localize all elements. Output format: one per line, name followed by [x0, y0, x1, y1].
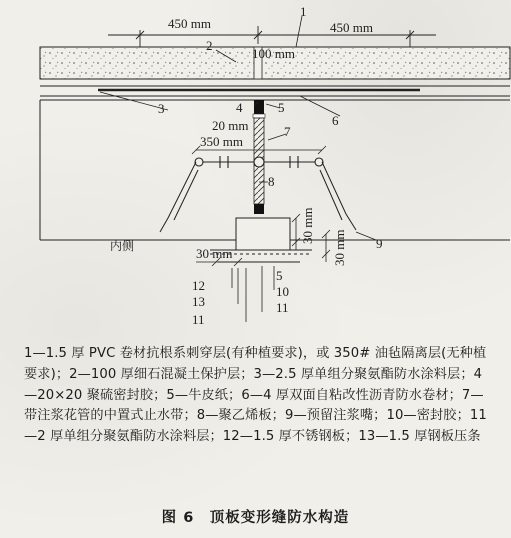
figure-title: 图 6 顶板变形缝防水构造 [161, 510, 350, 526]
dim-30-vertical-2: 30 mm [332, 229, 347, 266]
polysulfide-sealant [254, 100, 264, 114]
callout-3: 3 [158, 101, 165, 116]
callout-6: 6 [332, 113, 339, 128]
callout-1: 1 [300, 4, 307, 19]
joint-bottom-sealant [254, 204, 264, 214]
membrane-layers [40, 86, 510, 100]
waterstop [195, 156, 323, 168]
dim-30-vertical-1: 30 mm [300, 207, 315, 244]
kraft-paper [253, 114, 265, 118]
callout-4: 4 [236, 100, 243, 115]
dim-350: 350 mm [200, 134, 243, 149]
callout-7: 7 [284, 124, 291, 139]
callout-12: 12 [192, 278, 205, 293]
legend-text: 1—1.5 厚 PVC 卷材抗根系刺穿层(有种植要求)，或 350# 油毡隔离层(无种植要求)；2—100 厚细石混凝土保护层；3—2.5 厚单组分聚氨酯防水涂料层；4—20×20 聚硫密封胶；5—牛皮纸；6—4 厚双面自粘改性沥青防水卷材；7—带注浆花管的中置式止水带；8—聚乙烯板；9—预留注浆嘴；10—密封胶；11—2 厚单组分聚氨酯防水涂料层；12—1.5 厚不锈钢板；13—1.5 厚钢板压条 [24, 346, 487, 445]
callout-10: 10 [276, 284, 289, 299]
dim-20: 20 mm [212, 118, 249, 133]
dim-right-450: 450 mm [330, 20, 373, 35]
callout-2: 2 [206, 38, 213, 53]
callout-5-bottom: 5 [276, 268, 283, 283]
dim-left-450: 450 mm [168, 16, 211, 31]
dim-100: 100 mm [252, 46, 295, 61]
callout-5-top: 5 [278, 100, 285, 115]
inner-side-label: 内侧 [110, 239, 135, 253]
dim-30-bottom: 30 mm [196, 246, 233, 261]
callout-11-left: 11 [192, 312, 205, 327]
callout-9: 9 [376, 236, 383, 251]
callout-13: 13 [192, 294, 205, 309]
callout-8: 8 [268, 174, 275, 189]
callout-11-right: 11 [276, 300, 289, 315]
